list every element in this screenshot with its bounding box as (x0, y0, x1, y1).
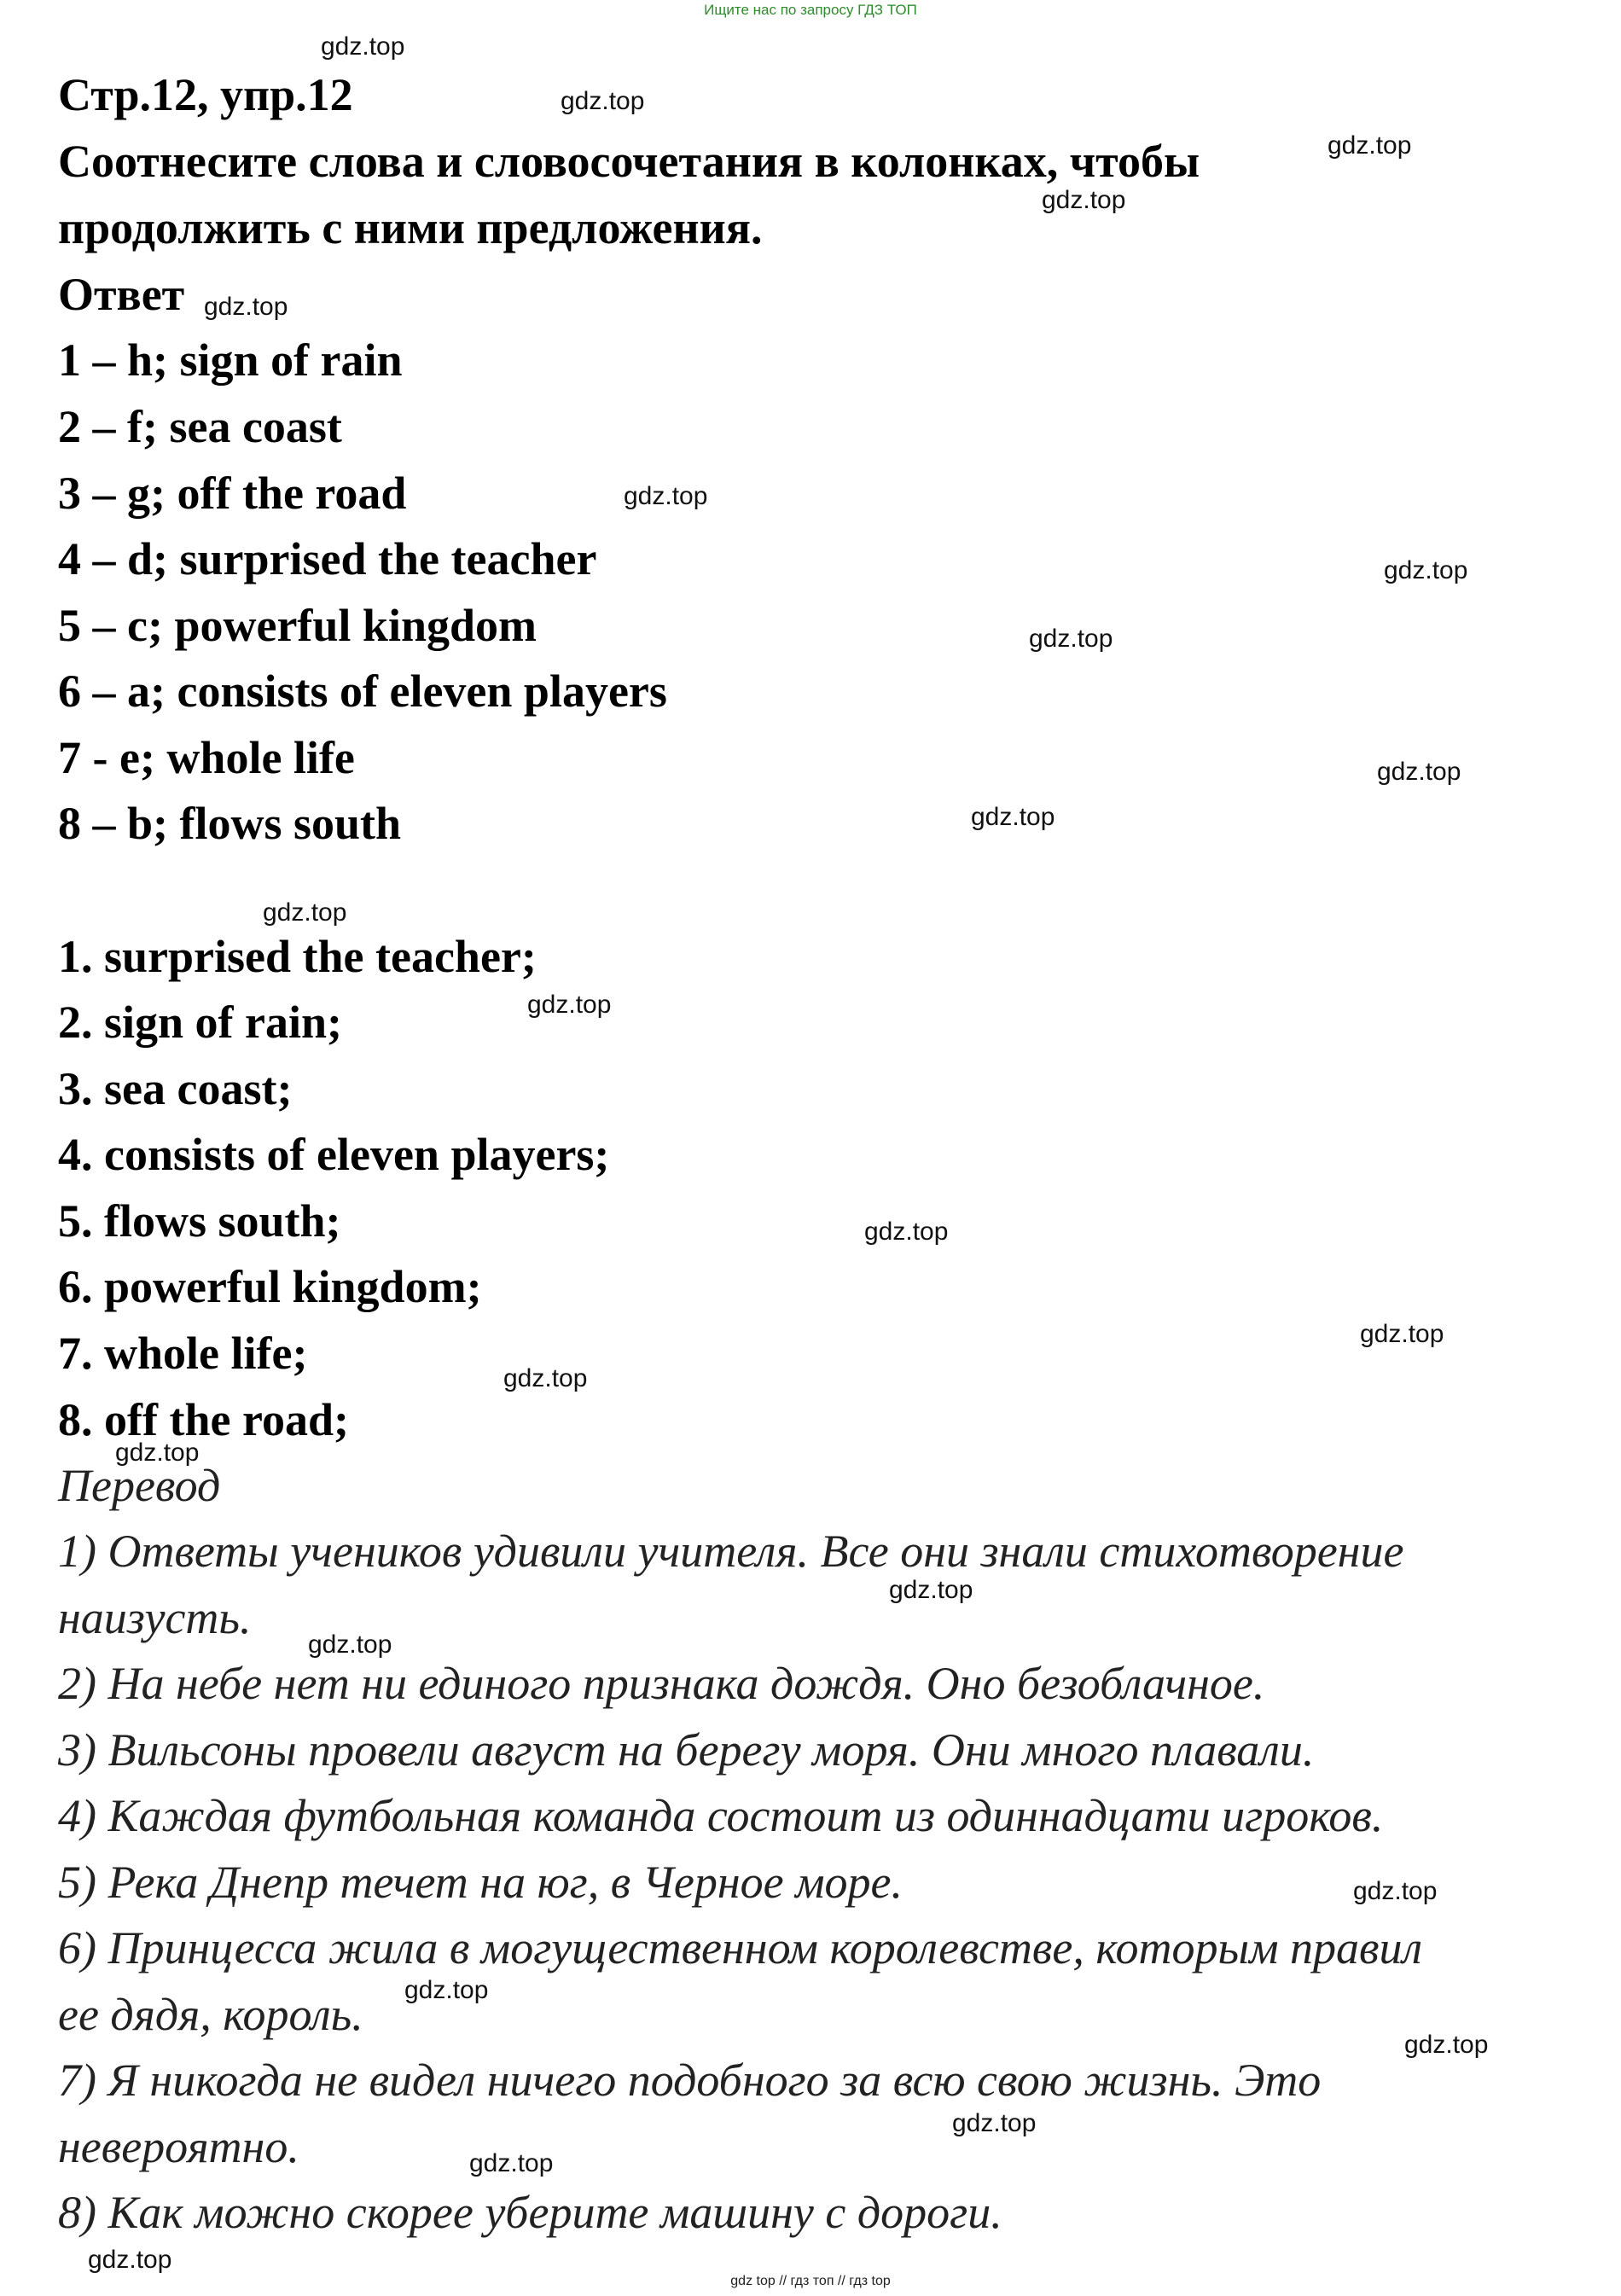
translation-line: 7) Я никогда не видел ничего подобного за всю свою жизнь. Это (58, 2055, 1322, 2106)
match-line: 7 - e; whole life (58, 732, 355, 783)
translation-line: 3) Вильсоны провели август на берегу моря. Они много плавали. (58, 1724, 1315, 1776)
watermark: gdz.top (527, 991, 612, 1019)
watermark: gdz.top (561, 87, 645, 115)
match-line: 6 – a; consists of eleven players (58, 666, 667, 717)
translation-line: 6) Принцесса жила в могущественном королевстве, которым правил (58, 1922, 1423, 1973)
completion-line: 7. whole life; (58, 1328, 308, 1379)
watermark: gdz.top (1384, 556, 1468, 584)
translation-line: 4) Каждая футбольная команда состоит из одиннадцати игроков. (58, 1790, 1384, 1841)
watermark: gdz.top (503, 1364, 588, 1392)
translation-line: невероятно. (58, 2121, 299, 2172)
match-line: 1 – h; sign of rain (58, 334, 403, 386)
completion-line: 1. surprised the teacher; (58, 931, 537, 982)
watermark: gdz.top (889, 1576, 973, 1604)
task-line-1: Соотнесите слова и словосочетания в колонках, чтобы (58, 136, 1200, 187)
match-line: 3 – g; off the road (58, 468, 407, 519)
watermark: gdz.top (263, 898, 347, 927)
answer-label: Ответ (58, 269, 185, 320)
translation-line: наизусть. (58, 1592, 252, 1643)
completion-line: 4. consists of eleven players; (58, 1129, 610, 1180)
watermark: gdz.top (624, 482, 708, 510)
watermark: gdz.top (1029, 625, 1113, 653)
match-line: 2 – f; sea coast (58, 401, 342, 452)
completion-line: 5. flows south; (58, 1195, 341, 1247)
match-line: 4 – d; surprised the teacher (58, 533, 597, 584)
watermark: gdz.top (469, 2149, 554, 2177)
completion-line: 3. sea coast; (58, 1063, 293, 1114)
watermark: gdz.top (864, 1218, 949, 1246)
watermark: gdz.top (404, 1976, 489, 2004)
watermark: gdz.top (1042, 186, 1126, 214)
watermark: gdz.top (1377, 758, 1461, 786)
match-line: 8 – b; flows south (58, 798, 402, 849)
translation-line: 8) Как можно скорее уберите машину с дороги. (58, 2187, 1002, 2238)
translation-line: 5) Река Днепр течет на юг, в Черное море. (58, 1857, 903, 1908)
page-heading: Стр.12, упр.12 (58, 69, 353, 120)
watermark: gdz.top (204, 293, 288, 321)
translation-label: Перевод (58, 1460, 221, 1511)
watermark: gdz.top (115, 1439, 200, 1467)
bottom-note: gdz top // гдз топ // гдз top (730, 2274, 891, 2288)
match-line: 5 – c; powerful kingdom (58, 600, 537, 651)
watermark: gdz.top (1360, 1320, 1444, 1348)
translation-line: 1) Ответы учеников удивили учителя. Все они знали стихотворение (58, 1526, 1404, 1577)
completion-line: 8. off the road; (58, 1394, 349, 1445)
translation-line: 2) На небе нет ни единого признака дождя. Оно безоблачное. (58, 1658, 1265, 1709)
completion-line: 6. powerful kingdom; (58, 1261, 482, 1312)
watermark: gdz.top (321, 32, 405, 61)
watermark: gdz.top (971, 803, 1055, 831)
watermark: gdz.top (1353, 1877, 1438, 1905)
watermark: gdz.top (1404, 2031, 1489, 2059)
completion-line: 2. sign of rain; (58, 997, 343, 1048)
task-line-2: продолжить с ними предложения. (58, 202, 763, 253)
watermark: gdz.top (88, 2246, 172, 2274)
watermark: gdz.top (1328, 131, 1412, 160)
top-note: Ищите нас по запросу ГДЗ ТОП (704, 2, 917, 18)
translation-line: ее дядя, король. (58, 1989, 363, 2040)
watermark: gdz.top (952, 2109, 1037, 2137)
watermark: gdz.top (308, 1630, 392, 1659)
